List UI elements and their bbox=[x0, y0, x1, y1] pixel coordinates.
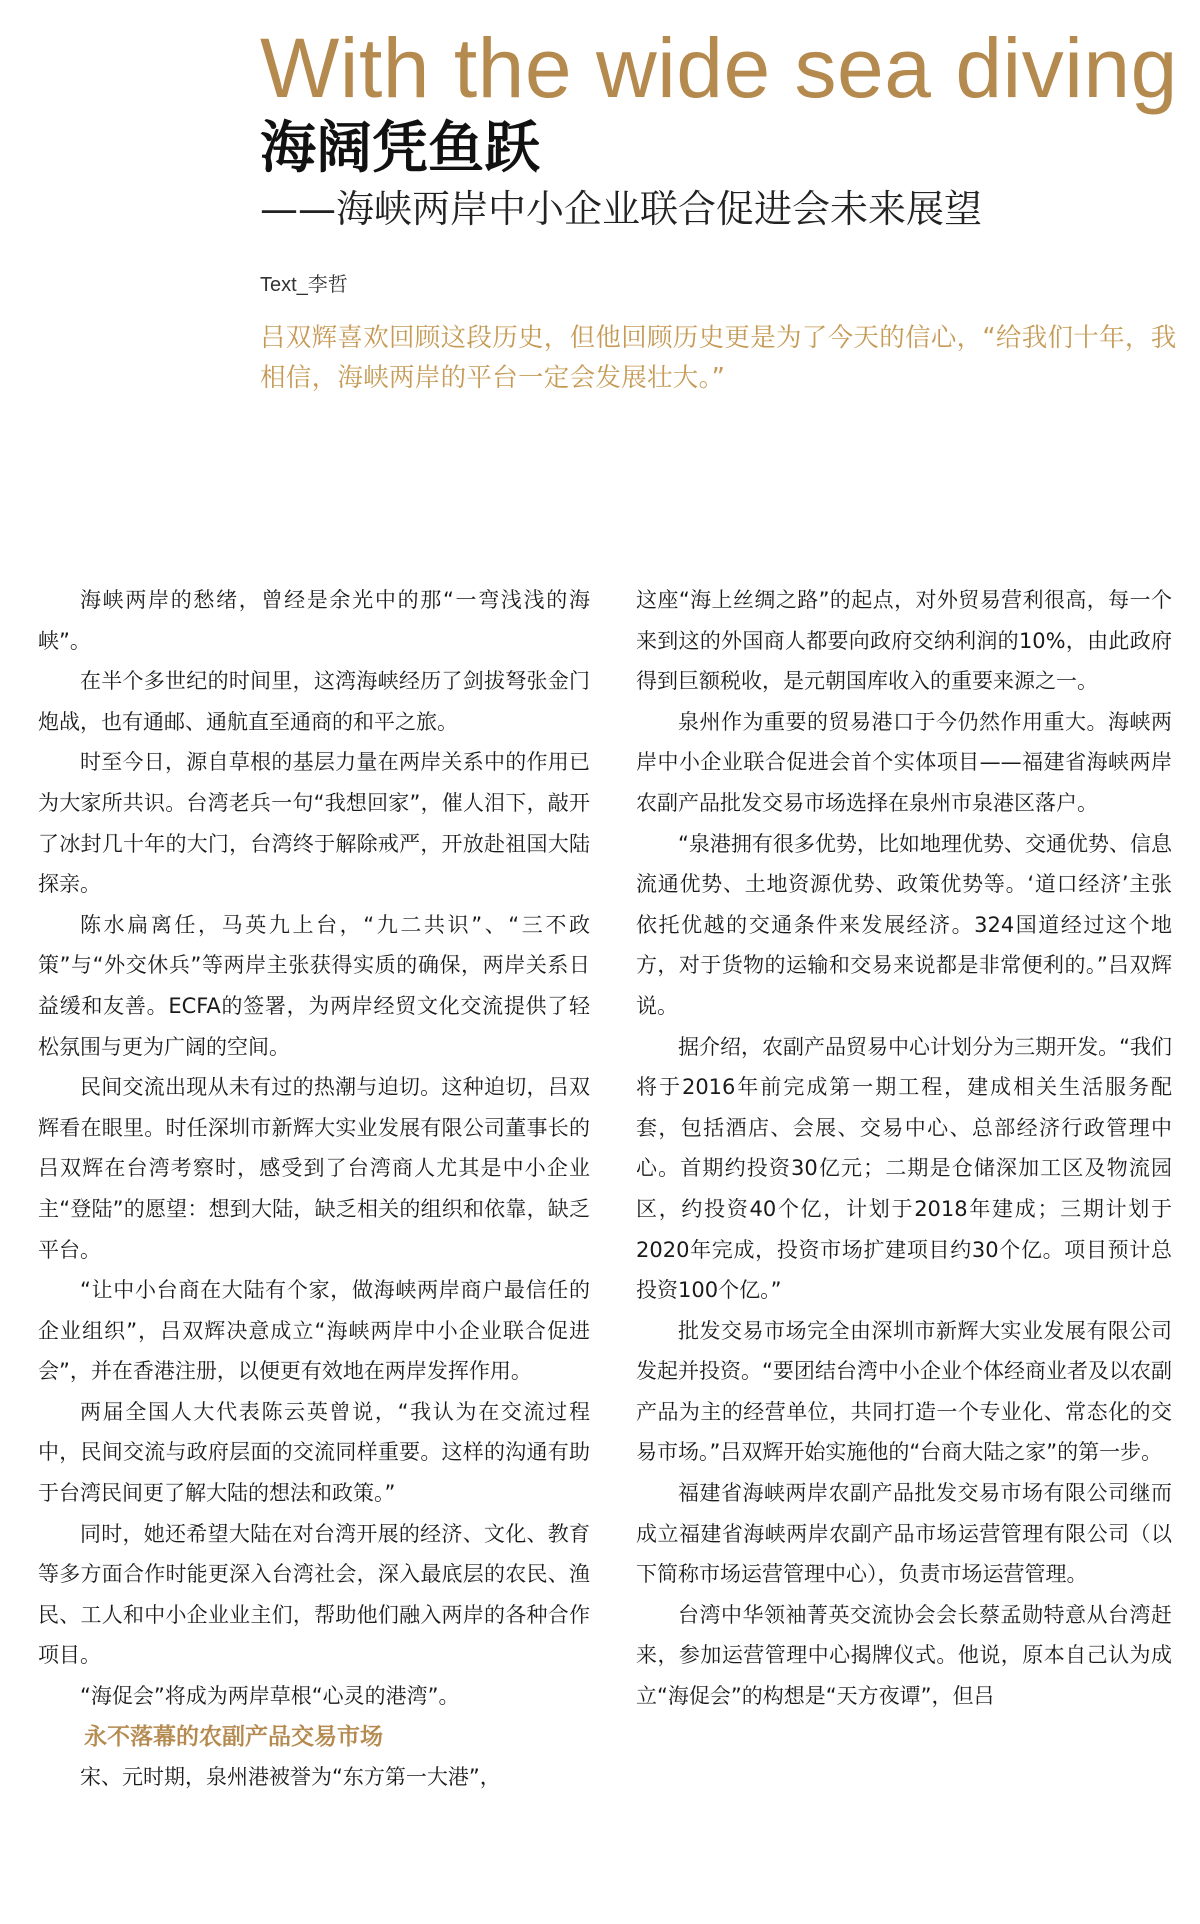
right-column bbox=[636, 580, 1172, 1717]
paragraph: 泉州作为重要的贸易港口于今仍然作用重大。海峡两岸中小企业联合促进会首个实体项目——福建省海峡两岸农副产品批发交易市场选择在泉州市泉港区落户。 bbox=[636, 709, 1172, 815]
paragraph: 两届全国人大代表陈云英曾说，“我认为在交流过程中，民间交流与政府层面的交流同样重要。这样的沟通有助于台湾民间更了解大陆的想法和政策。” bbox=[38, 1399, 590, 1506]
paragraph: 陈水扁离任，马英九上台，“九二共识”、“三不政策”与“外交休兵”等两岸主张获得实质的确保，两岸关系日益缓和友善。ECFA的签署，为两岸经贸文化交流提供了轻松氛围与更为广阔的空间。 bbox=[38, 912, 590, 1059]
paragraph: “让中小台商在大陆有个家，做海峡两岸商户最信任的企业组织”，吕双辉决意成立“海峡两岸中小企业联合促进会”，并在香港注册，以便更有效地在两岸发挥作用。 bbox=[38, 1278, 590, 1384]
paragraph: 据介绍，农副产品贸易中心计划分为三期开发。“我们将于2016年前完成第一期工程，建成相关生活服务配套，包括酒店、会展、交易中心、总部经济行政管理中心。首期约投资30亿元；二期是仓储深加工区及物流园区，约投资40个亿，计划于2018年建成；三期计划于2020年完成，投资市场扩建项目约30个亿。项目预计总投资100个亿。” bbox=[636, 1034, 1172, 1303]
paragraph: 在半个多世纪的时间里，这湾海峡经历了剑拔弩张金门炮战，也有通邮、通航直至通商的和平之旅。 bbox=[38, 669, 590, 734]
paragraph: 福建省海峡两岸农副产品批发交易市场有限公司继而成立福建省海峡两岸农副产品市场运营管理有限公司（以下简称市场运营管理中心），负责市场运营管理。 bbox=[636, 1481, 1172, 1587]
pull-quote: 吕双辉喜欢回顾这段历史，但他回顾历史更是为了今天的信心，“给我们十年，我相信，海峡两岸的平台一定会发展壮大。” bbox=[260, 323, 1177, 393]
paragraph: 宋、元时期，泉州港被誉为“东方第一大港”， bbox=[80, 1764, 501, 1789]
paragraph: “海促会”将成为两岸草根“心灵的港湾”。 bbox=[80, 1684, 460, 1709]
paragraph: 海峡两岸的愁绪，曾经是余光中的那“一弯浅浅的海峡”。 bbox=[38, 588, 590, 653]
section-heading: 永不落幕的农副产品交易市场 bbox=[84, 1723, 383, 1750]
author-byline: Text_李哲 bbox=[260, 274, 348, 296]
english-title: With the wide sea diving bbox=[260, 21, 1178, 115]
paragraph: 批发交易市场完全由深圳市新辉大实业发展有限公司发起并投资。“要团结台湾中小企业个体经商业者及以农副产品为主的经营单位，共同打造一个专业化、常态化的交易市场。”吕双辉开始实施他的“台商大陆之家”的第一步。 bbox=[636, 1318, 1172, 1465]
chinese-title: 海阔凭鱼跃 bbox=[260, 116, 540, 181]
article-subtitle: ——海峡两岸中小企业联合促进会未来展望 bbox=[260, 187, 983, 231]
article-header bbox=[260, 20, 1180, 234]
paragraph: 时至今日，源自草根的基层力量在两岸关系中的作用已为大家所共识。台湾老兵一句“我想回家”，催人泪下，敲开了冰封几十年的大门，台湾终于解除戒严，开放赴祖国大陆探亲。 bbox=[38, 750, 590, 897]
paragraph: 同时，她还希望大陆在对台湾开展的经济、文化、教育等多方面合作时能更深入台湾社会，深入最底层的农民、渔民、工人和中小企业业主们，帮助他们融入两岸的各种合作项目。 bbox=[38, 1521, 590, 1668]
paragraph: 台湾中华领袖菁英交流协会会长蔡孟勋特意从台湾赶来，参加运营管理中心揭牌仪式。他说，原本自己认为成立“海促会”的构想是“天方夜谭”，但吕 bbox=[636, 1602, 1172, 1709]
paragraph: 民间交流出现从未有过的热潮与迫切。这种迫切，吕双辉看在眼里。时任深圳市新辉大实业发展有限公司董事长的吕双辉在台湾考察时，感受到了台湾商人尤其是中小企业主“登陆”的愿望：想到大陆，缺乏相关的组织和依靠，缺乏平台。 bbox=[38, 1075, 590, 1262]
paragraph: “泉港拥有很多优势，比如地理优势、交通优势、信息流通优势、土地资源优势、政策优势等。‘道口经济’主张依托优越的交通条件来发展经济。324国道经过这个地方，对于货物的运输和交易来说都是非常便利的。”吕双辉说。 bbox=[636, 831, 1172, 1018]
paragraph: 这座“海上丝绸之路”的起点，对外贸易营利很高，每一个来到这的外国商人都要向政府交纳利润的10%，由此政府得到巨额税收，是元朝国库收入的重要来源之一。 bbox=[636, 588, 1172, 694]
left-column bbox=[38, 580, 590, 1797]
